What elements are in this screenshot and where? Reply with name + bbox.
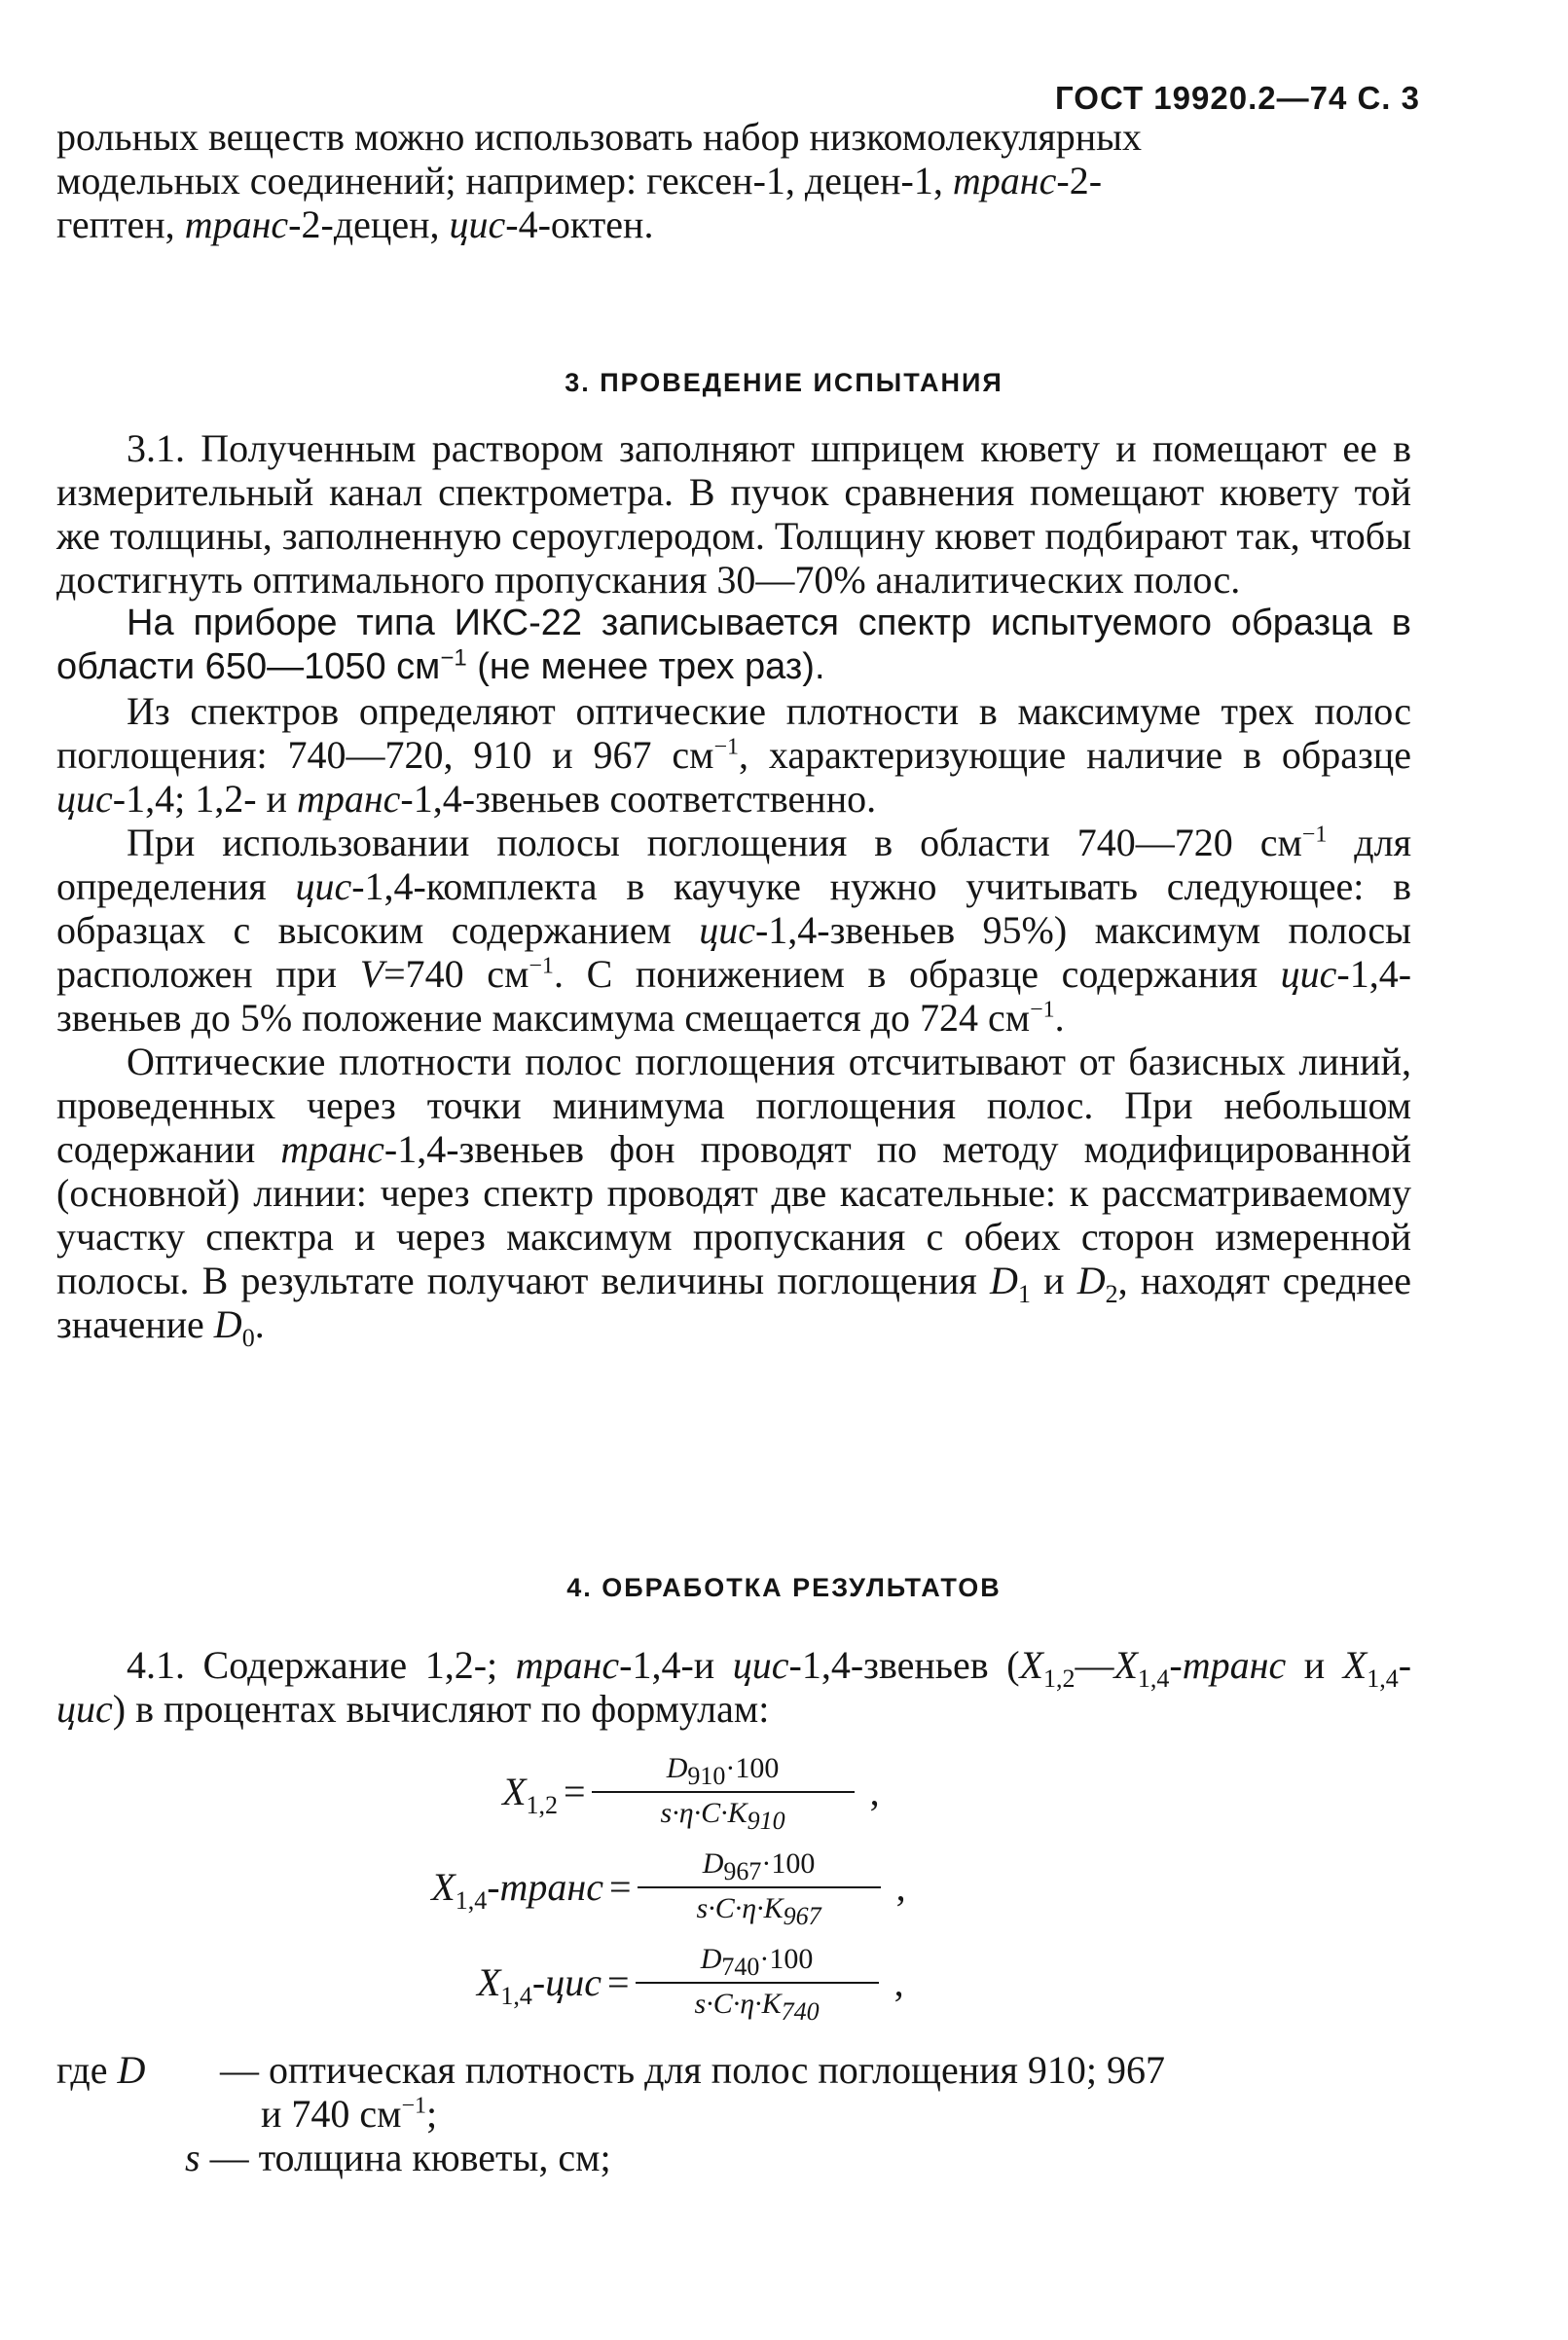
formula-x12	[443, 1752, 880, 1835]
formula-fraction: $\frac{D_{967}\cdot 100}{s\cdot C\cdot\eta\cdot K_{967}}$	[638, 1847, 881, 1925]
formula-lhs: $X_{1,4}$-транс	[431, 1864, 603, 1915]
section-4-body	[56, 1643, 1411, 1731]
comma: ,	[869, 1769, 880, 1813]
equals-sign: =	[607, 1959, 630, 2004]
formula-lhs: $X_{1,4}$-цис	[476, 1959, 602, 2010]
intro-line: гептен, транс-2-децен, цис-4-октен.	[56, 202, 654, 246]
legend-where: где D	[56, 2048, 146, 2092]
page-header: ГОСТ 19920.2—74 С. 3	[1055, 80, 1420, 116]
formula-x14-trans	[380, 1847, 906, 1930]
legend-s-description: s — толщина кюветы, см;	[185, 2136, 611, 2179]
paragraph-3-2: На приборе типа ИКС-22 записывается спектр испытуемого образца в области 650—1050 $см^{-1}$ (не менее трех раз).	[56, 603, 1411, 687]
intro-paragraph	[56, 115, 1411, 246]
formula-x14-cis	[407, 1943, 904, 2026]
paragraph-3-1: 3.1. Полученным раствором заполняют шприцем кювету и помещают ее в измерительный канал спектрометра. В пучок сравнения помещают кювету той же толщины, заполненную сероуглеродом. Толщину кювет подбирают так, чтобы достигнуть оптимального пропускания 30—70% аналитических полос.	[56, 426, 1411, 602]
intro-line: модельных соединений; например: гексен-1, децен-1, транс-2-	[56, 159, 1103, 202]
paragraph-3-5: Оптические плотности полос поглощения отсчитывают от базисных линий, проведенных через точки минимума поглощения полос. При небольшом содержании транс-1,4-звеньев фон проводят по методу модифицированной (основной) линии: через спектр проводят две касательные: к рассматриваемому участку спектра и через максимум пропускания с обеих сторон измеренной полосы. В результате получают величины поглощения $D_1$ и $D_2$, находят среднее значение $D_0$.	[56, 1040, 1412, 1352]
paragraph-4-1: 4.1. Содержание 1,2-; транс-1,4-и цис-1,4-звеньев ($X_{1,2}—X_{1,4}$-транс и $X_{1,4}-цис$) в процентах вычисляют по формулам:	[56, 1643, 1412, 1731]
formula-fraction: $\frac{D_{740}\cdot 100}{s\cdot C\cdot\eta\cdot K_{740}}$	[636, 1943, 879, 2021]
comma: ,	[895, 1864, 906, 1909]
legend-d-description: — оптическая плотность для полос поглощения 910; 967 и 740 $см^{-1}$;	[220, 2048, 1166, 2136]
formula-lhs: $X_{1,2}$	[502, 1769, 558, 1819]
formula-fraction: $\frac{D_{910}\cdot 100}{s\cdot\eta\cdot C\cdot K_{910}}$	[592, 1752, 855, 1830]
equals-sign: =	[564, 1769, 586, 1813]
section-3-body	[56, 426, 1412, 1352]
section-heading: 3. ПРОВЕДЕНИЕ ИСПЫТАНИЯ	[565, 368, 1003, 397]
intro-line: рольных веществ можно использовать набор низкомолекулярных	[56, 115, 1143, 159]
equals-sign: =	[609, 1864, 632, 1909]
section-heading: 4. ОБРАБОТКА РЕЗУЛЬТАТОВ	[566, 1573, 1002, 1602]
comma: ,	[893, 1959, 904, 2004]
paragraph-3-3: Из спектров определяют оптические плотности в максимуме трех полос поглощения: 740—720, 910 и 967 $см^{-1}$, характеризующие наличие в образце цис-1,4; 1,2- и транс-1,4-звеньев соответственно.	[56, 689, 1412, 821]
paragraph-3-4: При использовании полосы поглощения в области 740—720 $см^{-1}$ для определения цис-1,4-комплекта в каучуке нужно учитывать следующее: в образцах с высоким содержанием цис-1,4-звеньев 95%) максимум полосы расположен при V=740 $см^{-1}$. С понижением в образце содержания цис-1,4-звеньев до 5% положение максимума смещается до 724 $см^{-1}$.	[56, 821, 1412, 1040]
